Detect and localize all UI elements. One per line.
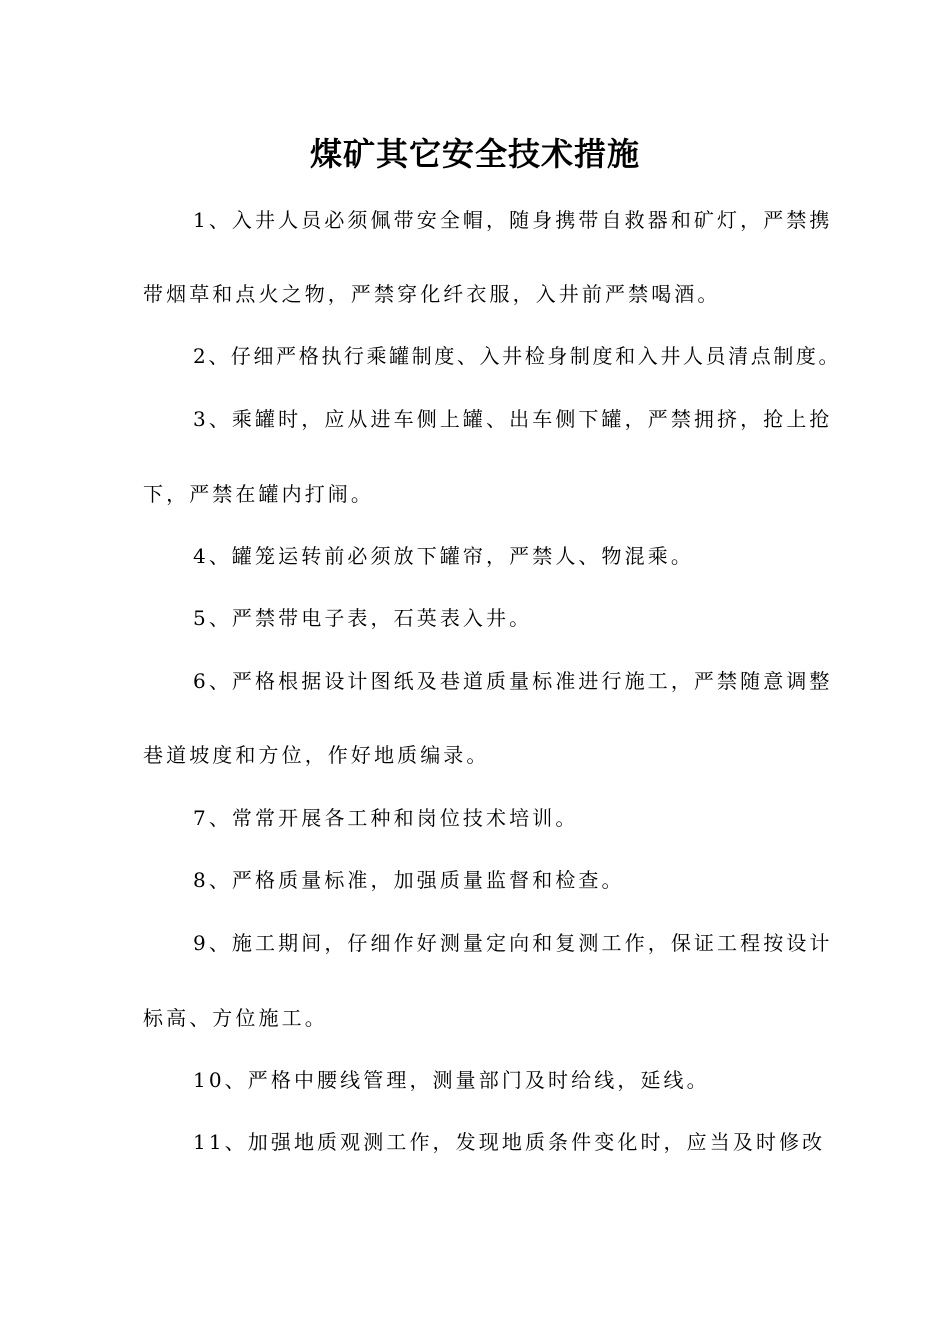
paragraph-4-line-1: 4、罐笼运转前必须放下罐帘，严禁人、物混乘。 (193, 544, 694, 568)
paragraph-7-line-1: 7、常常开展各工种和岗位技术培训。 (193, 806, 579, 830)
paragraph-3-line-2: 下，严禁在罐内打闹。 (143, 482, 374, 506)
paragraph-6-line-1: 6、严格根据设计图纸及巷道质量标准进行施工，严禁随意调整 (193, 669, 833, 693)
paragraph-5-line-1: 5、严禁带电子表，石英表入井。 (193, 606, 533, 630)
paragraph-1-line-2: 带烟草和点火之物，严禁穿化纤衣服，入井前严禁喝酒。 (143, 282, 721, 306)
paragraph-9-line-1: 9、施工期间，仔细作好测量定向和复测工作，保证工程按设计 (193, 931, 833, 955)
paragraph-9-line-2: 标高、方位施工。 (143, 1006, 328, 1030)
paragraph-11-line-1: 11、加强地质观测工作，发现地质条件变化时，应当及时修改 (193, 1130, 826, 1154)
paragraph-10-line-1: 10、严格中腰线管理，测量部门及时给线，延线。 (193, 1068, 710, 1092)
paragraph-2-line-1: 2、仔细严格执行乘罐制度、入井检身制度和入井人员清点制度。 (193, 344, 842, 368)
paragraph-3-line-1: 3、乘罐时，应从进车侧上罐、出车侧下罐，严禁拥挤，抢上抢 (193, 407, 833, 431)
document-title: 煤矿其它安全技术措施 (309, 135, 640, 173)
paragraph-6-line-2: 巷道坡度和方位，作好地质编录。 (143, 743, 490, 767)
paragraph-8-line-1: 8、严格质量标准，加强质量监督和检查。 (193, 868, 625, 892)
paragraph-1-line-1: 1、入井人员必须佩带安全帽，随身携带自救器和矿灯，严禁携 (193, 208, 833, 232)
